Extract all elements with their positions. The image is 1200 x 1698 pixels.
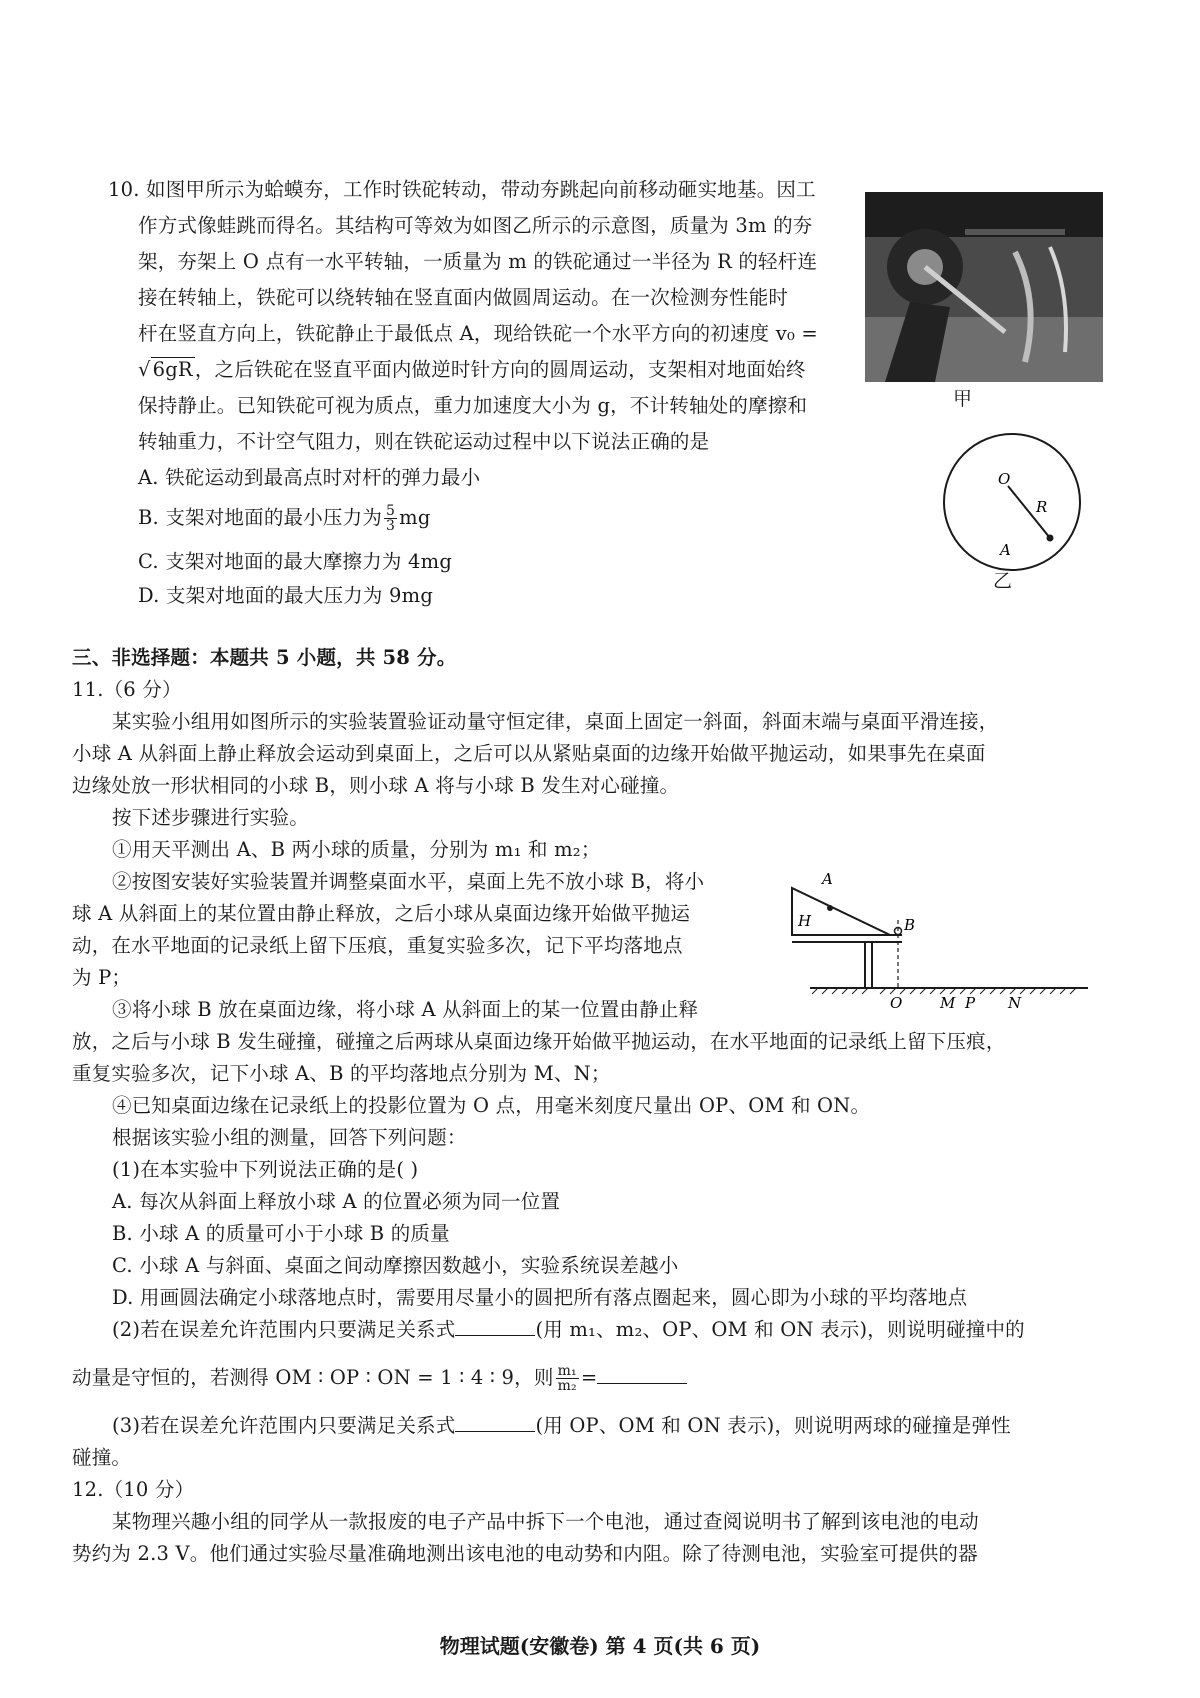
- sub2-text-post: (用 m₁、m₂、OP、OM 和 ON 表示)，则说明碰撞中的: [535, 1318, 1025, 1341]
- q11-step3c: 重复实验多次，记下小球 A、B 的平均落地点分别为 M、N；: [72, 1062, 611, 1085]
- q11-sub2-line1: [112, 1316, 1025, 1344]
- label-p: P: [965, 994, 976, 1010]
- mass-point: [1047, 535, 1054, 542]
- fraction: [384, 504, 397, 533]
- label-h: H: [798, 912, 812, 930]
- sub3-text-post: (用 OP、OM 和 ON 表示)，则说明两球的碰撞是弹性: [535, 1414, 1011, 1437]
- hammer-photo: [865, 192, 1103, 382]
- fraction-numerator: m₁: [557, 1363, 577, 1379]
- q10-option-a: A. 铁砣运动到最高点时对杆的弹力最小: [138, 466, 481, 489]
- q11-ask: 根据该实验小组的测量，回答下列问题：: [112, 1126, 467, 1149]
- q10-line6: [138, 356, 806, 384]
- label-n: N: [1008, 994, 1022, 1010]
- figure-jia-caption: 甲: [953, 388, 973, 410]
- q11-step3a: ③将小球 B 放在桌面边缘，将小球 A 从斜面上的某一位置由静止释: [112, 998, 699, 1021]
- page-footer: 物理试题(安徽卷) 第 4 页(共 6 页): [439, 1634, 761, 1658]
- q11-step2c: 动，在水平地面的记录纸上留下压痕，重复实验多次，记下平均落地点: [72, 934, 683, 957]
- q11-sub3-line2: 碰撞。: [72, 1446, 132, 1469]
- q11-para4: 按下述步骤进行实验。: [112, 806, 310, 829]
- photo-illustration: [865, 192, 1103, 382]
- q11-sub1-option-c: C. 小球 A 与斜面、桌面之间动摩擦因数越小，实验系统误差越小: [112, 1254, 679, 1277]
- circle-diagram: [940, 430, 1090, 590]
- q11-sub1-option-a: A. 每次从斜面上释放小球 A 的位置必须为同一位置: [112, 1190, 561, 1213]
- q10-line1: 10. 如图甲所示为蛤蟆夯，工作时铁砣转动，带动夯跳起向前移动砸实地基。因工: [108, 178, 816, 201]
- q11-step2b: 球 A 从斜面上的某位置由静止释放，之后小球从桌面边缘开始做平抛运: [72, 902, 691, 925]
- option-b-text: B. 支架对地面的最小压力为: [138, 506, 383, 529]
- q11-header: 11.（6 分）: [72, 678, 182, 701]
- answer-blank[interactable]: [597, 1365, 687, 1384]
- q11-sub1-option-b: B. 小球 A 的质量可小于小球 B 的质量: [112, 1222, 450, 1245]
- q11-step2d: 为 P；: [72, 966, 132, 989]
- q12-para2: 势约为 2.3 V。他们通过实验尽量准确地测出该电池的电动势和内阻。除了待测电池，实验室可提供的器: [72, 1542, 978, 1565]
- q11-para1: 某实验小组用如图所示的实验装置验证动量守恒定律，桌面上固定一斜面，斜面末端与桌面平滑连接，: [112, 710, 999, 733]
- label-m: M: [940, 994, 956, 1010]
- answer-blank[interactable]: [455, 1317, 535, 1336]
- mass-ratio-fraction: [556, 1364, 579, 1393]
- q11-para3: 边缘处放一形状相同的小球 B，则小球 A 将与小球 B 发生对心碰撞。: [72, 774, 680, 797]
- sub2-text-pre: (2)若在误差允许范围内只要满足关系式: [112, 1318, 456, 1341]
- q11-sub1-option-d: D. 用画圆法确定小球落地点时，需要用尽量小的圆把所有落点圈起来，圆心即为小球的平均落地点: [112, 1286, 968, 1309]
- q11-step2a: ②按图安装好实验装置并调整桌面水平，桌面上先不放小球 B，将小: [112, 870, 705, 893]
- label-o: O: [998, 470, 1011, 488]
- fraction-denominator: m₂: [557, 1378, 577, 1394]
- q11-sub2-line2: [72, 1364, 687, 1393]
- q11-sub1: (1)在本实验中下列说法正确的是( ): [112, 1158, 419, 1181]
- fraction-numerator: 5: [386, 503, 396, 519]
- q10-line3: 架，夯架上 O 点有一水平转轴，一质量为 m 的铁砣通过一半径为 R 的轻杆连: [138, 250, 818, 273]
- label-r: R: [1036, 498, 1048, 516]
- fraction-denominator: 3: [386, 518, 396, 534]
- section-header: 三、非选择题：本题共 5 小题，共 58 分。: [72, 646, 457, 669]
- q11-step1: ①用天平测出 A、B 两小球的质量，分别为 m₁ 和 m₂；: [112, 838, 601, 861]
- ball-a: [827, 905, 833, 911]
- sqrt-expression: √ 6gR: [138, 358, 193, 381]
- sqrt-radicand: 6gR: [152, 358, 193, 381]
- q11-sub3-line1: [112, 1412, 1011, 1440]
- equals-sign: =: [580, 1366, 598, 1389]
- option-b-unit: mg: [399, 506, 431, 529]
- sub2-ratio-text: 动量是守恒的，若测得 OM ∶ OP ∶ ON = 1 ∶ 4 ∶ 9，则: [72, 1366, 554, 1389]
- label-a: A: [1000, 541, 1011, 559]
- q10-line7: 保持静止。已知铁砣可视为质点，重力加速度大小为 g，不计转轴处的摩擦和: [138, 394, 808, 417]
- q11-step4: ④已知桌面边缘在记录纸上的投影位置为 O 点，用毫米刻度尺量出 OP、OM 和 ON。: [112, 1094, 871, 1117]
- q12-header: 12.（10 分）: [72, 1478, 195, 1501]
- q10-line5: 杆在竖直方向上，铁砣静止于最低点 A，现给铁砣一个水平方向的初速度 v₀ =: [138, 322, 818, 345]
- q10-line8: 转轴重力，不计空气阻力，则在铁砣运动过程中以下说法正确的是: [138, 430, 710, 453]
- q10-option-d: D. 支架对地面的最大压力为 9mg: [138, 584, 434, 607]
- q10-line2: 作方式像蛙跳而得名。其结构可等效为如图乙所示的示意图，质量为 3m 的夯: [138, 214, 813, 237]
- label-b: B: [904, 916, 916, 934]
- sub3-text-pre: (3)若在误差允许范围内只要满足关系式: [112, 1414, 456, 1437]
- q10-line6-text: ，之后铁砣在竖直平面内做逆时针方向的圆周运动，支架相对地面始终: [194, 358, 806, 381]
- q10-line4: 接在转轴上，铁砣可以绕转轴在竖直面内做圆周运动。在一次检测夯性能时: [138, 286, 789, 309]
- q12-para1: 某物理兴趣小组的同学从一款报废的电子产品中拆下一个电池，通过查阅说明书了解到该电池的电动: [112, 1510, 979, 1533]
- label-a: A: [822, 870, 833, 888]
- label-o: O: [890, 994, 903, 1010]
- q10-option-b: [138, 504, 431, 533]
- circle-path: [944, 434, 1080, 570]
- figure-yi-caption: 乙: [993, 570, 1013, 592]
- answer-blank[interactable]: [455, 1413, 535, 1432]
- apparatus-diagram: [790, 870, 1090, 1010]
- q11-para2: 小球 A 从斜面上静止释放会运动到桌面上，之后可以从紧贴桌面的边缘开始做平抛运动，如果事先在桌面: [72, 742, 986, 765]
- q11-step3b: 放，之后与小球 B 发生碰撞，碰撞之后两球从桌面边缘开始做平抛运动，在水平地面的记录纸上留下压痕，: [72, 1030, 1006, 1053]
- q10-option-c: C. 支架对地面的最大摩擦力为 4mg: [138, 550, 453, 573]
